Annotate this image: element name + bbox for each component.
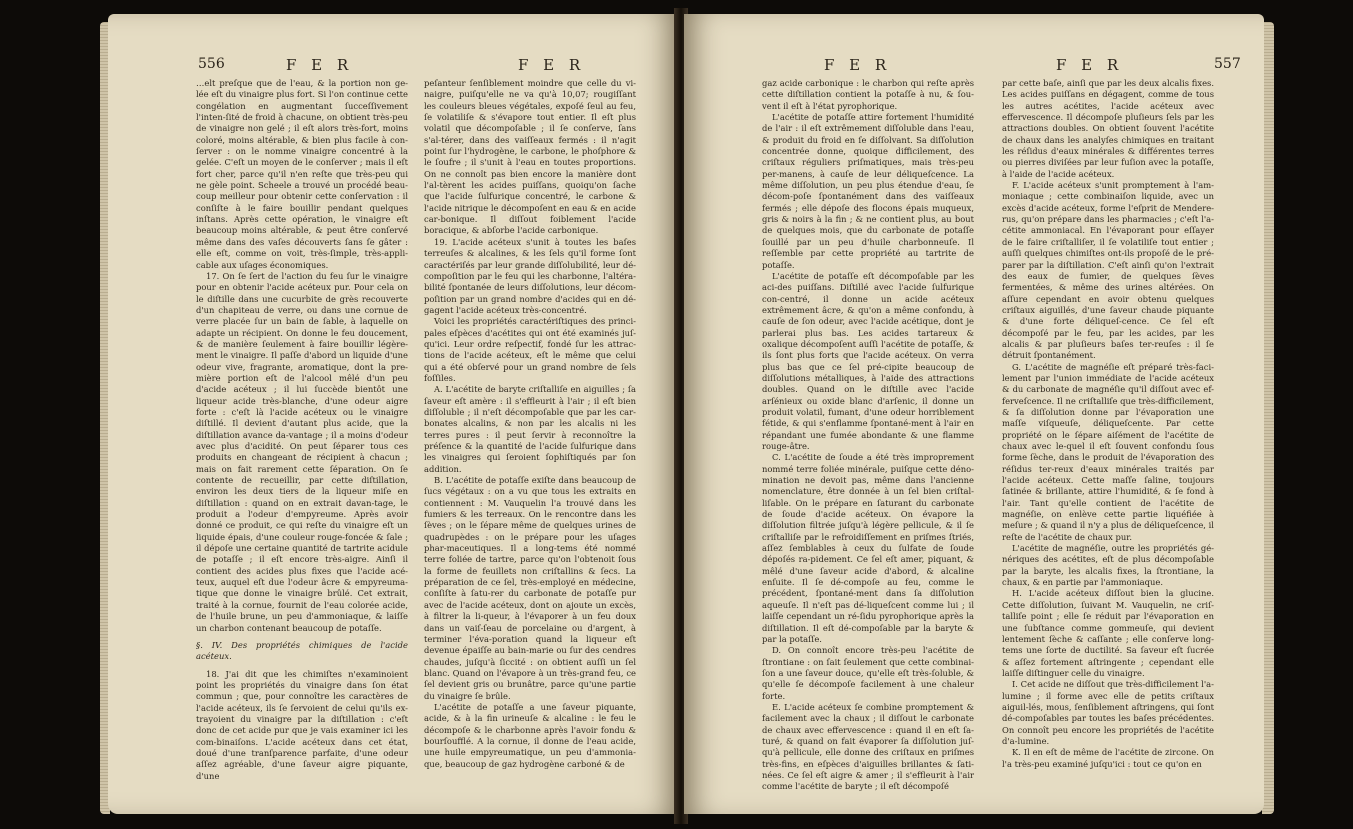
paragraph: L'acétite de potaſſe attire fortement l'humidité de l'air : il eſt extrêmement diſſoluble dans l'eau, & produit du froid en ſe diſſolvant. Sa diſſolution concentrée donne, quoique difficilement, des criſtaux réguliers priſmatiques, mais très-peu per-manens, à cauſe de leur déliqueſcence. La même diſſolution, un peu plus étendue d'eau, ſe décom-poſe ſpontanément dans des vaiſſeaux fermés ; elle dépoſe des flocons épais muqueux, gris & noirs à la fin ; & ne contient plus, au bout de quelques mois, que du carbonate de potaſſe ſouillé par un peu d'huile charbonneuſe. Il reſſemble par cette propriété au tartrite de potaſſe.: [762, 112, 974, 270]
open-book: [100, 8, 1272, 824]
paragraph: H. L'acide acéteux diſſout bien la glucine. Cette diſſolution, ſuivant M. Vauquelin, ne criſ-talliſe point ; elle ſe réduit par l'évaporation en une ſubſtance comme gommeuſe, qui devient lentement ſèche & caſſante ; elle conſerve long-tems une ſorte de ductilité. Sa ſaveur eſt ſucrée & aſſez fortement aſtringente ; cependant elle laiſſe diſtinguer celle du vinaigre.: [1002, 588, 1214, 678]
paragraph: E. L'acide acéteux ſe combine promptement & facilement avec la chaux ; il diſſout le carbonate de chaux avec effervescence : quand il en eſt ſa-turé, & quand on fait évaporer ſa diſſolution juſ-qu'à pellicule, elle donne des criſtaux en priſmes très-fins, en eſpèces d'aiguilles brillantes & ſati-nées. Ce ſel eſt aigre & amer ; il s'effleurit à l'air comme l'acétite de baryte ; il eſt décompoſé: [762, 701, 974, 792]
paragraph: 18. J'ai dit que les chimiſtes n'examinoient point les propriétés du vinaigre dans ſon état commun ; que, pour connoître les caractères de l'acide acéteux, ils ſe ſervoient de celui qu'ils ex-trayoient du vinaigre par la diſtillation : c'eſt donc de cet acide pur que je vais examiner ici les com-binaiſons. L'acide acéteux dans cet état, doué d'une tranſparence parfaite, d'une odeur aſſez agréable, d'une ſaveur aigre piquante, d'une: [196, 668, 408, 781]
paragraph: par cette baſe, ainſi que par les deux alcalis fixes. Les acides puiſſans en dégagent, comme de tous les autres acétites, l'acide acéteux avec effervescence. Il décompoſe pluſieurs ſels par les attractions doubles. On obtient ſouvent l'acétite de chaux dans les analyſes chimiques en traitant les réſidus d'eaux minérales & différentes terres ou pierres diviſées par leur fuſion avec la potaſſe, à l'aide de l'acide acéteux.: [1002, 78, 1214, 179]
paragraph: I. Cet acide ne diſſout que très-difficilement l'a-lumine ; il forme avec elle de petits criſtaux aiguil-lés, mous, ſenſiblement aſtringens, qui ſont dé-compoſables par toutes les baſes précédentes. On connoît peu encore les propriétés de l'acétite d'a-lumine.: [1002, 679, 1214, 746]
page-number-right: 557: [1214, 56, 1241, 72]
paragraph: L'acétite de potaſſe a une ſaveur piquante, acide, & à la fin urineuſe & alcaline : le feu le décompoſe & le charbonne après l'avoir fondu & bourſoufflé. A la cornue, il donne de l'eau acide, une huile empyreumatique, un peu d'ammonia-que, beaucoup de gaz hydrogène carboné & de: [424, 701, 636, 769]
paragraph: D. On connoît encore très-peu l'acétite de ſtrontiane : on ſait ſeulement que cette combinai-ſon a une ſaveur douce, qu'elle eſt très-ſoluble, & qu'elle ſe décompoſe facilement à une chaleur forte.: [762, 645, 974, 701]
left-column-2: [424, 78, 636, 770]
running-head-right-col1: F E R: [824, 56, 892, 74]
paragraph: 19. L'acide acéteux s'unit à toutes les baſes terreuſes & alcalines, & les ſels qu'il forme ſont caractériſés par leur grande diſſolubilité, leur dé-compoſition par le feu qui les charbonne, l'altéra-bilité ſpontanée de leurs diſſolutions, leur décom-poſition par un grand nombre d'acides qui en dé-gagent l'acide acéteux très-concentré.: [424, 236, 636, 315]
running-head-left-col2: F E R: [518, 56, 586, 74]
paragraph: G. L'acétite de magnéſie eſt préparé très-faci-lement par l'union immédiate de l'acide acéteux & du carbonate de magnéſie qu'il diſſout avec ef-ferveſcence. Il ne criſtalliſe que très-difficilement, & ſa diſſolution donne par l'évaporation une maſſe viſqueuſe, déliqueſcente. Par cette propriété on le ſépare aiſément de l'acétite de chaux avec le-quel il eſt ſouvent confondu ſous forme ſèche, dans le produit de l'évaporation des réſidus ter-reux d'eaux minérales traités par l'acide acéteux. Cette maſſe ſaline, toujours ſatinée & brillante, attire l'humidité, & ſe fond à l'air. Tant qu'elle contient de l'acétite de magnéſie, on enlève cette partie liquéfiée à meſure ; & quand il n'y a plus de déliqueſcence, il reſte de l'acétite de chaux pur.: [1002, 361, 1214, 542]
paragraph: peſanteur ſenſiblement moindre que celle du vi-naigre, puiſqu'elle ne va qu'à 10,07; rougiſſant les couleurs bleues végétales, expoſé ſeul au feu, ſe volatiliſe & s'évapore tout entier. Il eſt plus volatil que décompoſable ; il ſe conſerve, ſans s'al-térer, dans des vaiſſeaux fermés : il n'agit point ſur l'hydrogène, le carbone, le phoſphore & le ſoufre ; il s'unit à l'eau en toutes proportions. On ne connoît pas bien encore la manière dont l'al-tèrent les acides puiſſans, quoiqu'on ſache que l'acide ſulfurique concentré, le carbone & l'acide nitrique le décompoſent en eau & en acide car-bonique. Il diſſout foiblement l'acide boracique, & abſorbe l'acide carbonique.: [424, 78, 636, 236]
left-column-1: [196, 78, 408, 782]
paragraph: Voici les propriétés caractériſtiques des princi-pales eſpèces d'acétites qui ont été examinés juſ-qu'ici. Leur ordre reſpectif, fondé ſur les attrac-tions de l'acide acéteux, eſt le même que celui qui a été obſervé pour un grand nombre de ſels foſſiles.: [424, 316, 636, 383]
right-page: [684, 14, 1264, 814]
paragraph: L'acétite de potaſſe eſt décompoſable par les aci-des puiſſans. Diſtillé avec l'acide ſulfurique con-centré, il donne un acide acéteux extrêmement âcre, & qu'on a même confondu, à cauſe de ſon odeur, avec l'acide acétique, dont je parlerai plus bas. Les acides tartareux & oxalique décompoſent auſſi l'acétite de potaſſe, & ils ſont plus forts que l'acide acéteux. On verra plus bas que ce ſel pré-cipite beaucoup de diſſolutions métalliques, à l'aide des attractions doubles. Quand on le diſtille avec l'acide arſénieux ou oxide blanc d'arſenic, il donne un produit volatil, fumant, d'une odeur horriblement fétide, & qui s'enflamme ſpontané-ment à l'air en répandant une fumée abondante & une flamme rouge-âtre.: [762, 270, 974, 451]
running-head-right-col2: F E R: [1056, 56, 1124, 74]
paragraph: …elt preſque que de l'eau, & la portion non ge-lée eſt du vinaigre plus fort. Si l'on continue cette congélation en augmentant ſucceſſivement l'inten-ſité de froid à chacune, on obtient très-peu de vinaigre non gelé ; il eſt alors très-fort, moins coloré, moins altérable, & bien plus facile à con-ſerver : on le nomme vinaigre concentré à la gelée. C'eſt un moyen de le conſerver ; mais il eſt fort cher, parce qu'il n'en reſte que très-peu qui ne gèle point. Scheele a trouvé un procédé beau-coup meilleur pour obtenir cette conſervation : il conſiſte à le faire bouillir pendant quelques inſtans. Après cette opération, le vinaigre eſt beaucoup moins altérable, & peut être conſervé même dans des vaſes découverts ſans ſe gâter : elle eſt, comme on voit, très-ſimple, très-appli-cable aux uſages économiques.: [196, 78, 408, 270]
paragraph: A. L'acétite de baryte criſtalliſe en aiguilles ; ſa ſaveur eſt amère : il s'effleurit à l'air ; il eſt bien diſſoluble ; il n'eſt décompoſable que par les car-bonates alcalins, & non par les alcalis ni les terres pures : il peut ſervir à reconnoître la préſence & la quantité de l'acide ſulfurique dans les vinaigres qui ſeroient ſophiſtiqués par ſon addition.: [424, 384, 636, 474]
left-page: [108, 14, 678, 814]
paragraph: L'acétite de magnéſie, outre les propriétés gé-nériques des acétites, eſt de plus décompoſable par la baryte, les alcalis fixes, la ſtrontiane, la chaux, & en partie par l'ammoniaque.: [1002, 543, 1214, 588]
paragraph: gaz acide carbonique : le charbon qui reſte après cette diſtillation contient la potaſſe à nu, & ſou-vent il eſt à l'état pyrophorique.: [762, 78, 974, 111]
running-head-left-col1: F E R: [286, 56, 354, 74]
right-column-1: [762, 78, 974, 793]
paragraph: B. L'acétite de potaſſe exiſte dans beaucoup de ſucs végétaux : on a vu que tous les extraits en contiennent : M. Vauquelin l'a trouvé dans les fumiers & les terreaux. On le rencontre dans les ſèves ; on le ſépare même de quelques urines de quadrupèdes : on le prépare pour les uſages phar-maceutiques. Il a long-tems été nommé terre foliée de tartre, parce qu'on l'obtenoit ſous la forme de feuillets non criſtallins & ſecs. La préparation de ce ſel, très-employé en médecine, conſiſte à ſatu-rer du carbonate de potaſſe pur avec de l'acide acéteux, dont on ajoute un excès, à filtrer la li-queur, à l'évaporer à un feu doux dans un vaiſ-ſeau de porcelaine ou d'argent, à terminer l'éva-poration quand la liqueur eſt devenue épaiſſe au bain-marie ou ſur des cendres chaudes, juſqu'à ſiccité : on obtient auſſi un ſel blanc. Quand on l'évapore à un très-grand feu, ce ſel devient gris ou brunâtre, parce qu'une partie du vinaigre ſe brûle.: [424, 475, 636, 701]
right-column-2: [1002, 78, 1214, 770]
paragraph: 17. On ſe ſert de l'action du feu ſur le vinaigre pour en obtenir l'acide acéteux pur. Pour cela on le diſtille dans une cucurbite de grès recouverte d'un chapiteau de verre, ou dans une cornue de verre placée ſur un bain de ſable, à laquelle on adapte un récipient. On donne le feu doucement, & de manière ſeulement à faire bouillir légère-ment le vinaigre. Il paſſe d'abord un liquide d'une odeur vive, fragrante, aromatique, dont la pre-mière portion eſt de l'alcool mêlé d'un peu d'acide acéteux ; il lui ſuccède bientôt une liqueur acide très-blanche, d'une odeur aigre forte : c'eſt là l'acide acéteux ou le vinaigre diſtillé. Il devient d'autant plus acide, que la diſtillation avance da-vantage ; il a moins d'odeur avec plus d'acidité. On peut ſéparer tous ces produits en changeant de récipient à chacun ; mais on fait rarement cette ſéparation. On ſe contente de recueillir, par cette diſtillation, environ les deux tiers de la liqueur miſe en diſtillation : quand on en extrait davan-tage, le produit a l'odeur d'empyreume. Après avoir donné ce produit, ce qui reſte du vinaigre eſt un liquide épais, d'une couleur rouge-foncée & ſale ; il dépoſe une certaine quantité de tartrite acidule de potaſſe ; il eſt encore très-aigre. Ainſi il contient des acides plus fixes que l'acide acé-teux, auquel eſt due l'odeur âcre & empyreuma-tique que donne le vinaigre brûlé. Cet extrait, traité à la cornue, fournit de l'eau colorée acide, de l'huile brune, un peu d'ammoniaque, & laiſſe un charbon contenant beaucoup de potaſſe.: [196, 270, 408, 633]
section-heading: §. IV. Des propriétés chimiques de l'acide acéteux.: [196, 639, 408, 662]
paragraph: K. Il en eſt de même de l'acétite de zircone. On l'a très-peu examiné juſqu'ici : tout ce qu'on en: [1002, 747, 1214, 769]
page-number-left: 556: [198, 56, 225, 72]
paragraph: C. L'acétite de ſoude a été très improprement nommé terre foliée minérale, puiſque cette déno-mination ne devoit pas, même dans l'ancienne nomenclature, être donnée à un ſel bien criſtal-liſable. On le prépare en ſaturant du carbonate de ſoude d'acide acéteux. On évapore la diſſolution filtrée juſqu'à légère pellicule, & il ſe criſtalliſe par le refroidiſſement en priſmes ſtriés, aſſez ſemblables à ceux du ſulfate de ſoude dépoſés ra-pidement. Ce ſel eſt amer, piquant, & mêlé d'une ſaveur acide d'abord, & alcaline enſuite. Il ſe dé-compoſe au feu, comme le précédent, ſpontané-ment dans ſa diſſolution aqueuſe. Il n'eſt pas dé-liqueſcent comme lui ; il laiſſe cependant un ré-ſidu pyrophorique après la diſtillation. Il eſt dé-compoſable par la baryte & par la potaſſe.: [762, 452, 974, 644]
paragraph: F. L'acide acéteux s'unit promptement à l'am-moniaque ; cette combinaiſon liquide, avec un excès d'acide acéteux, forme l'eſprit de Mendere-rus, qu'on prépare dans les pharmacies ; c'eſt l'a-cétite ammoniacal. En l'évaporant pour eſſayer de le faire criſtalliſer, il ſe volatiliſe tout entier ; auſſi quelques chimiſtes ont-ils propoſé de le pré-parer par la diſtillation. C'eſt ainſi qu'on l'extrait des eaux de fumier, de quelques ſèves fermentées, & même des urines altérées. On aſſure cependant en avoir obtenu quelques criſtaux aiguillés, d'une ſaveur chaude piquante & d'une forte déliqueſ-cence. Ce ſel eſt décompoſé par le feu, par les acides, par les alcalis & par pluſieurs baſes ter-reuſes : il ſe détruit ſpontanément.: [1002, 180, 1214, 361]
